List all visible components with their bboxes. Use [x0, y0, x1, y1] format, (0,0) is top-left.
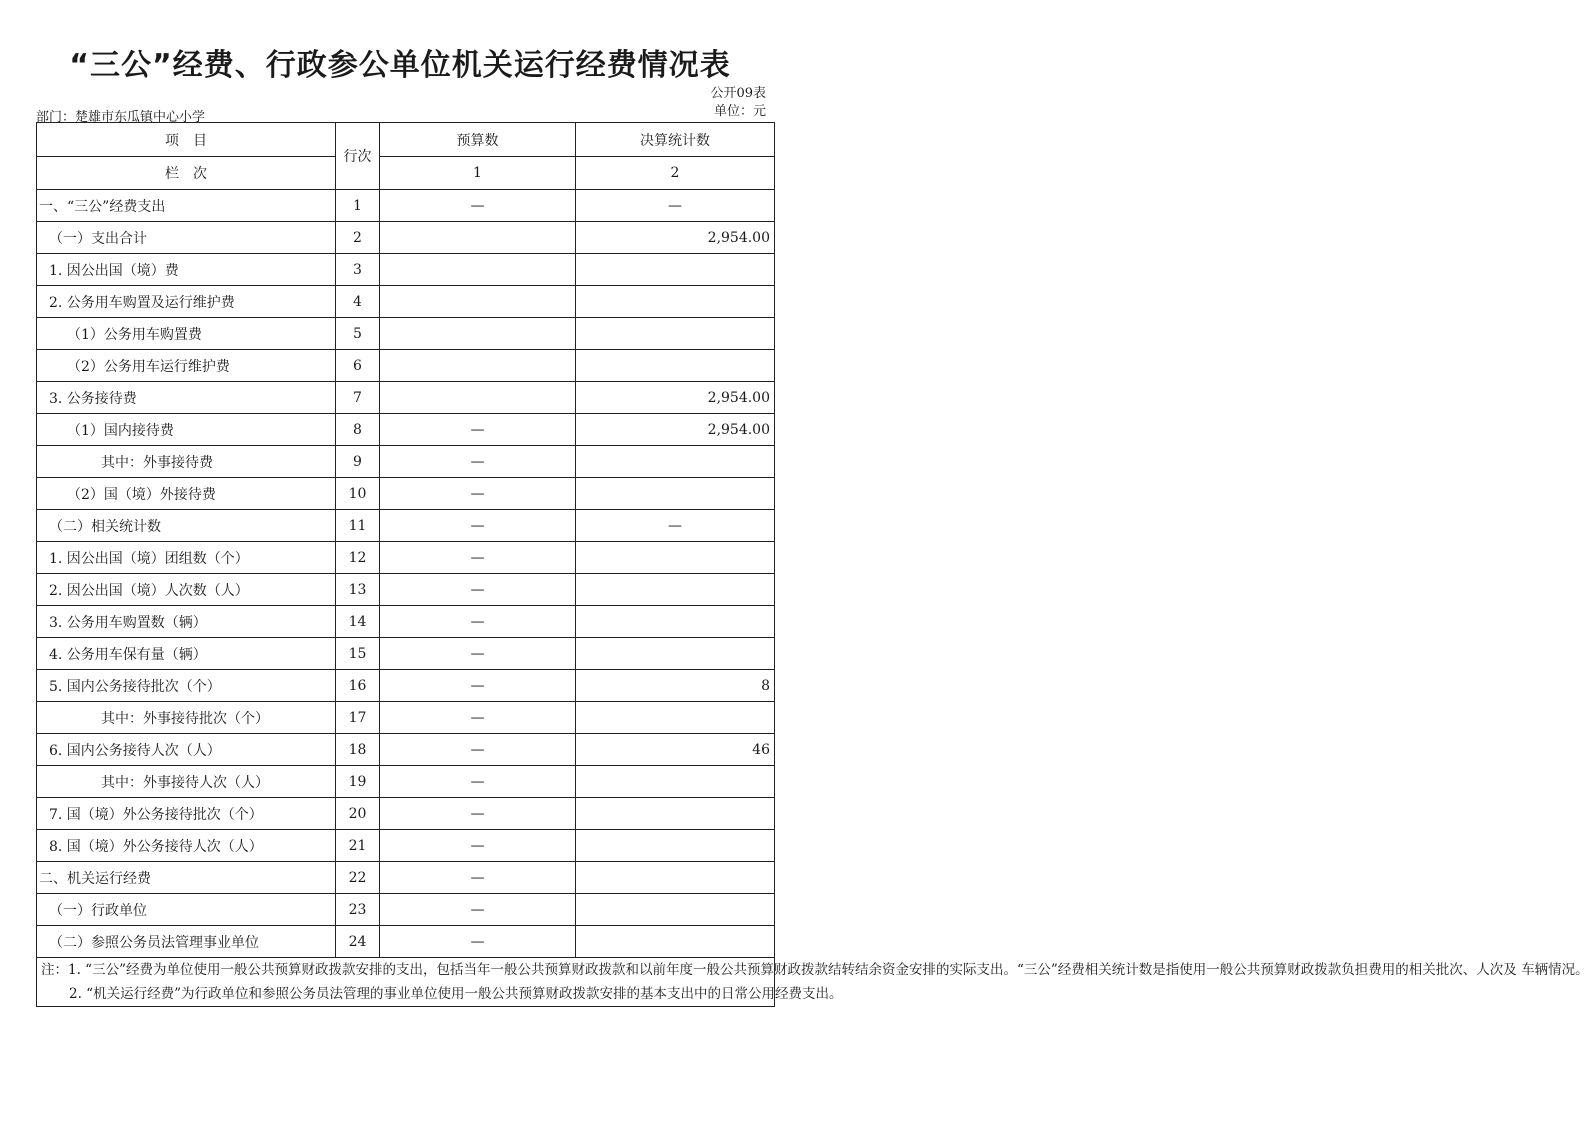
row-number: 4	[336, 286, 380, 318]
row-budget: —	[380, 798, 576, 830]
row-label: 二、机关运行经费	[37, 862, 336, 894]
row-budget: —	[380, 478, 576, 510]
row-final	[576, 542, 775, 574]
row-number: 18	[336, 734, 380, 766]
row-budget: —	[380, 862, 576, 894]
table-row	[37, 478, 775, 510]
row-budget: —	[380, 574, 576, 606]
row-final: 2,954.00	[576, 414, 775, 446]
row-number: 7	[336, 382, 380, 414]
row-number: 23	[336, 894, 380, 926]
row-budget: —	[380, 638, 576, 670]
table-row	[37, 318, 775, 350]
table-row	[37, 670, 775, 702]
table-row	[37, 862, 775, 894]
row-budget: —	[380, 190, 576, 222]
row-label: （1）公务用车购置费	[37, 318, 336, 350]
row-number: 16	[336, 670, 380, 702]
row-budget: —	[380, 830, 576, 862]
row-final: 8	[576, 670, 775, 702]
table-row	[37, 766, 775, 798]
row-label: 3. 公务接待费	[37, 382, 336, 414]
row-budget	[380, 382, 576, 414]
row-final	[576, 702, 775, 734]
notes-cell	[37, 958, 1589, 1007]
row-label: 8. 国（境）外公务接待人次（人）	[37, 830, 336, 862]
row-final	[576, 830, 775, 862]
row-number: 17	[336, 702, 380, 734]
row-final: 2,954.00	[576, 222, 775, 254]
row-label: 5. 国内公务接待批次（个）	[37, 670, 336, 702]
row-budget: —	[380, 606, 576, 638]
row-number: 2	[336, 222, 380, 254]
header-column-label: 栏 次	[37, 157, 336, 190]
row-label: （二）参照公务员法管理事业单位	[37, 926, 336, 958]
table-row	[37, 734, 775, 766]
row-label: （2）国（境）外接待费	[37, 478, 336, 510]
row-budget	[380, 350, 576, 382]
note-1: 注：1. “三公”经费为单位使用一般公共预算财政拨款安排的支出，包括当年一般公共预算财政拨款和以前年度一般公共预算财政拨款结转结余资金安排的实际支出。“三公”经费相关统计数是指使用一般公共预算财政拨款负担费用的相关批次、人次及 车辆情况。	[41, 962, 1589, 978]
table-row	[37, 830, 775, 862]
row-number: 21	[336, 830, 380, 862]
row-number: 22	[336, 862, 380, 894]
row-label: 1. 因公出国（境）团组数（个）	[37, 542, 336, 574]
row-final	[576, 446, 775, 478]
row-final	[576, 350, 775, 382]
row-final	[576, 478, 775, 510]
table-row	[37, 574, 775, 606]
table-row	[37, 446, 775, 478]
row-budget: —	[380, 542, 576, 574]
department-label: 部门：楚雄市东瓜镇中心小学	[36, 110, 206, 125]
row-final	[576, 766, 775, 798]
row-final: 2,954.00	[576, 382, 775, 414]
row-budget: —	[380, 446, 576, 478]
row-budget	[380, 222, 576, 254]
row-final	[576, 254, 775, 286]
row-number: 1	[336, 190, 380, 222]
row-budget: —	[380, 702, 576, 734]
row-label: 其中：外事接待人次（人）	[37, 766, 336, 798]
table-row	[37, 926, 775, 958]
row-number: 8	[336, 414, 380, 446]
row-budget: —	[380, 510, 576, 542]
row-number: 10	[336, 478, 380, 510]
row-number: 13	[336, 574, 380, 606]
table-row	[37, 286, 775, 318]
row-budget	[380, 254, 576, 286]
table-row	[37, 510, 775, 542]
row-label: 一、“三公”经费支出	[37, 190, 336, 222]
row-final	[576, 638, 775, 670]
row-number: 3	[336, 254, 380, 286]
table-row	[37, 382, 775, 414]
row-label: 1. 因公出国（境）费	[37, 254, 336, 286]
header-row-no: 行次	[336, 123, 380, 190]
row-final	[576, 862, 775, 894]
note-2: 2. “机关运行经费”为行政单位和参照公务员法管理的事业单位使用一般公共预算财政拨款安排的基本支出中的日常公用经费支出。	[69, 986, 843, 1002]
row-label: 7. 国（境）外公务接待批次（个）	[37, 798, 336, 830]
row-number: 19	[336, 766, 380, 798]
row-budget: —	[380, 926, 576, 958]
table-row	[37, 190, 775, 222]
table-row	[37, 542, 775, 574]
row-label: （1）国内接待费	[37, 414, 336, 446]
row-number: 5	[336, 318, 380, 350]
unit-label: 单位：元	[713, 104, 766, 119]
row-budget	[380, 286, 576, 318]
table-row	[37, 702, 775, 734]
page-title: “三公”经费、行政参公单位机关运行经费情况表	[69, 48, 731, 83]
table-row	[37, 894, 775, 926]
row-budget: —	[380, 670, 576, 702]
row-label: （2）公务用车运行维护费	[37, 350, 336, 382]
row-label: （一）支出合计	[37, 222, 336, 254]
table-row	[37, 798, 775, 830]
row-budget: —	[380, 894, 576, 926]
row-number: 15	[336, 638, 380, 670]
row-final	[576, 286, 775, 318]
row-label: 4. 公务用车保有量（辆）	[37, 638, 336, 670]
table-row	[37, 414, 775, 446]
row-label: 2. 公务用车购置及运行维护费	[37, 286, 336, 318]
row-number: 20	[336, 798, 380, 830]
row-final	[576, 798, 775, 830]
row-number: 9	[336, 446, 380, 478]
row-label: （一）行政单位	[37, 894, 336, 926]
row-number: 14	[336, 606, 380, 638]
row-label: 其中：外事接待批次（个）	[37, 702, 336, 734]
row-label: （二）相关统计数	[37, 510, 336, 542]
header-final: 决算统计数	[576, 123, 775, 157]
row-final	[576, 606, 775, 638]
row-final: 46	[576, 734, 775, 766]
row-budget	[380, 318, 576, 350]
row-budget: —	[380, 414, 576, 446]
row-label: 其中：外事接待费	[37, 446, 336, 478]
row-final: —	[576, 190, 775, 222]
row-budget: —	[380, 766, 576, 798]
row-label: 2. 因公出国（境）人次数（人）	[37, 574, 336, 606]
row-number: 24	[336, 926, 380, 958]
table-row	[37, 254, 775, 286]
row-final	[576, 318, 775, 350]
row-number: 12	[336, 542, 380, 574]
row-budget: —	[380, 734, 576, 766]
row-final: —	[576, 510, 775, 542]
table-row	[37, 222, 775, 254]
row-final	[576, 574, 775, 606]
row-label: 3. 公务用车购置数（辆）	[37, 606, 336, 638]
table-row	[37, 638, 775, 670]
header-budget-no: 1	[380, 157, 576, 190]
table-row	[37, 606, 775, 638]
row-label: 6. 国内公务接待人次（人）	[37, 734, 336, 766]
header-item: 项 目	[37, 123, 336, 157]
table-row	[37, 350, 775, 382]
header-final-no: 2	[576, 157, 775, 190]
row-final	[576, 926, 775, 958]
expense-table	[36, 122, 1589, 1007]
row-number: 6	[336, 350, 380, 382]
row-final	[576, 894, 775, 926]
header-budget: 预算数	[380, 123, 576, 157]
row-number: 11	[336, 510, 380, 542]
form-code: 公开09表	[710, 86, 766, 101]
